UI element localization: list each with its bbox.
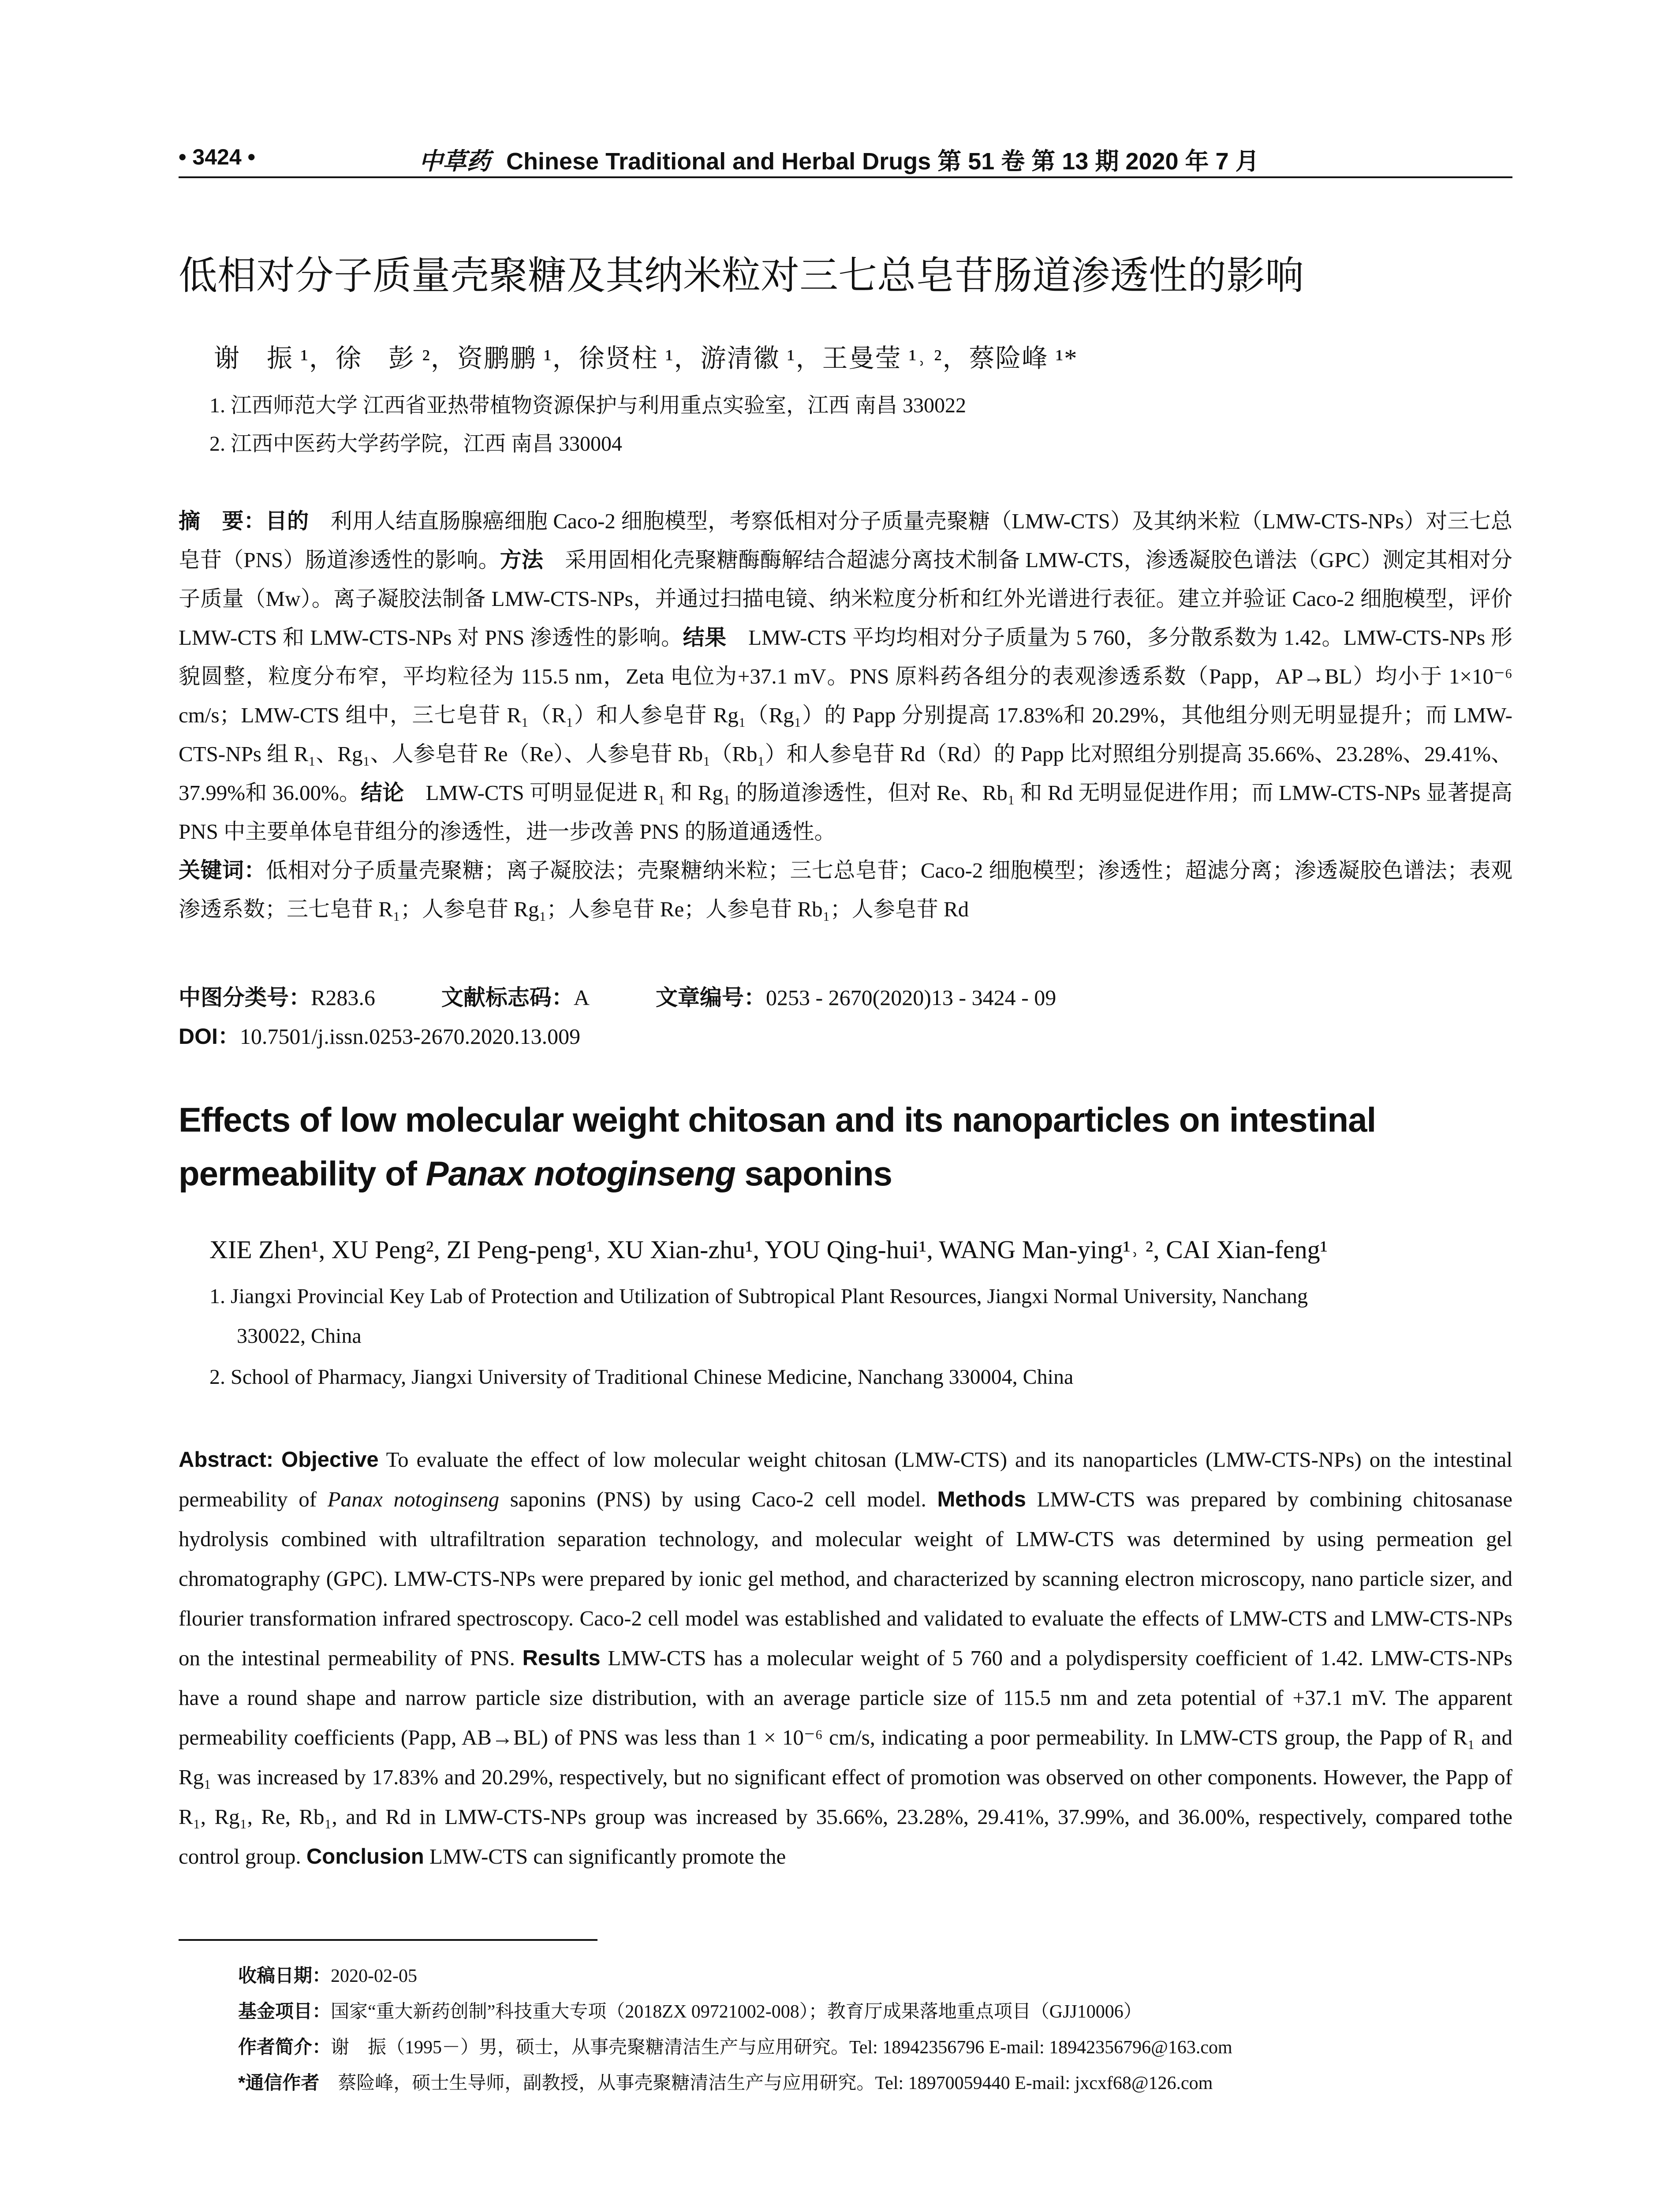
- fund-label: 基金项目：: [238, 2001, 331, 2022]
- article-no-value: 0253 - 2670(2020)13 - 3424 - 09: [765, 985, 1057, 1010]
- abstract-en-conclusion-label: Conclusion: [306, 1845, 424, 1869]
- abstract-en-objective-label: Objective: [281, 1448, 379, 1472]
- abstract-en-objective-b: saponins (PNS) by using Caco-2 cell model.: [499, 1487, 937, 1511]
- abstract-en-results-label: Results: [522, 1646, 601, 1670]
- author-value: 谢 振（1995－）男，硕士，从事壳聚糖清洁生产与应用研究。Tel: 18942356796 E-mail: 18942356796@163.com: [331, 2037, 1232, 2058]
- affiliation-en-1: [209, 1277, 1512, 1356]
- doc-code-label: 文献标志码：: [441, 985, 574, 1010]
- received-value: 2020-02-05: [331, 1966, 417, 1986]
- affiliation-cn-1: 1. 江西师范大学 江西省亚热带植物资源保护与利用重点实验室，江西 南昌 330022: [209, 394, 967, 417]
- journal-info: [419, 142, 1259, 176]
- page-number: • 3424 •: [179, 145, 256, 169]
- abstract-en-label: Abstract:: [179, 1448, 274, 1472]
- doc-code-value: A: [573, 985, 590, 1010]
- journal-logo: 中草药: [419, 148, 490, 175]
- footnote-fund: [238, 1994, 1232, 2029]
- abstract-en-conclusion: LMW-CTS can significantly promote the: [424, 1844, 786, 1869]
- footnote-received: [238, 1958, 1232, 1994]
- abstract-cn-label: 摘 要：: [179, 509, 265, 533]
- title-en-part2: saponins: [735, 1154, 892, 1193]
- abstract-cn-methods: 采用固相化壳聚糖酶酶解结合超滤分离技术制备 LMW-CTS，渗透凝胶色谱法（GPC）测定其相对分子质量（Mw）。离子凝胶法制备 LMW-CTS-NPs，并通过扫描电镜、纳米粒度分析和红外光谱进行表征。建立并验证 Caco-2 细胞模型，评价 LMW-CTS 和 LMW-CTS-NPs 对 PNS 渗透性的影响。: [179, 548, 1512, 650]
- abstract-cn-conclusion: LMW-CTS 可明显促进 R₁ 和 Rg₁ 的肠道渗透性，但对 Re、Rb₁ 和 Rd 无明显促进作用；而 LMW-CTS-NPs 显著提高 PNS 中主要单体皂苷组分的渗透性，进一步改善 PNS 的肠道通透性。: [179, 781, 1512, 844]
- doi-line: [179, 1019, 580, 1050]
- header-rule: [179, 176, 1512, 178]
- affiliation-cn-2: 2. 江西中医药大学药学院，江西 南昌 330004: [209, 432, 623, 456]
- abstract-en: [179, 1440, 1512, 1876]
- keywords-cn: 低相对分子质量壳聚糖；离子凝胶法；壳聚糖纳米粒；三七总皂苷；Caco-2 细胞模型；渗透性；超滤分离；渗透凝胶色谱法；表观渗透系数；三七皂苷 R₁；人参皂苷 Rg₁；人参皂苷 Re；人参皂苷 Rb₁；人参皂苷 Rd: [179, 858, 1512, 921]
- abstract-en-results: LMW-CTS has a molecular weight of 5 760 and a polydispersity coefficient of 1.42. LMW-CTS-NPs have a round shape and narrow particle size distribution, with an average particle size of 115.5 nm and zeta potential of +37.1 mV. The apparent permeability coefficients (Papp, AB→BL) of PNS was less than 1 × 10⁻⁶ cm/s, indicating a poor permeability. In LMW-CTS group, the Papp of R₁ and Rg₁ was increased by 17.83% and 20.29%, respectively, but no significant effect of promotion was observed on other components. However, the Papp of R₁, Rg₁, Re, Rb₁, and Rd in LMW-CTS-NPs group was increased by 35.66%, 23.28%, 29.41%, 37.99%, and 36.00%, respectively, compared tothe control group.: [179, 1646, 1512, 1869]
- affiliation-en-1-line2: 330022, China: [237, 1324, 362, 1348]
- received-label: 收稿日期：: [238, 1965, 331, 1986]
- affiliation-en-1-line1: 1. Jiangxi Provincial Key Lab of Protection and Utilization of Subtropical Plant Resources, Jiangxi Normal University, Nanchang: [209, 1285, 1308, 1308]
- abstract-en-objective-a: To evaluate the effect of low molecular weight chitosan (LMW-CTS) and its nanoparticles (LMW-CTS-NPs) on the intestinal permeability of: [179, 1447, 1513, 1511]
- keywords-cn-label: 关键词：: [179, 859, 266, 882]
- journal-issue: Chinese Traditional and Herbal Drugs 第 51 卷 第 13 期 2020 年 7 月: [506, 148, 1259, 175]
- title-en-species: Panax notoginseng: [426, 1154, 735, 1193]
- corresponding-value: 蔡险峰，硕士生导师，副教授，从事壳聚糖清洁生产与应用研究。Tel: 18970059440 E-mail: jxcxf68@126.com: [319, 2073, 1213, 2093]
- abstract-cn-conclusion-label: 结论: [361, 781, 404, 805]
- footnote-rule: [179, 1939, 597, 1941]
- running-header: [179, 135, 1512, 174]
- footnote-author: [238, 2029, 1232, 2065]
- doi-value: 10.7501/j.issn.0253-2670.2020.13.009: [239, 1024, 581, 1049]
- abstract-cn-objective-label: 目的: [265, 509, 309, 533]
- article-no-label: 文章编号：: [655, 985, 766, 1010]
- abstract-cn-results: LMW-CTS 平均均相对分子质量为 5 760，多分散系数为 1.42。LMW-CTS-NPs 形貌圆整，粒度分布窄，平均粒径为 115.5 nm，Zeta 电位为+37.1 mV。PNS 原料药各组分的表观渗透系数（Papp，AP→BL）均小于 1×10⁻⁶ cm/s；LMW-CTS 组中，三七皂苷 R₁（R₁）和人参皂苷 Rg₁（Rg₁）的 Papp 分别提高 17.83%和 20.29%，其他组分则无明显提升；而 LMW-CTS-NPs 组 R₁、Rg₁、人参皂苷 Re（Re）、人参皂苷 Rb₁（Rb₁）和人参皂苷 Rd（Rd）的 Papp 比对照组分别提高 35.66%、23.28%、29.41%、37.99%和 36.00%。: [179, 625, 1512, 805]
- abstract-en-methods: LMW-CTS was prepared by combining chitosanase hydrolysis combined with ultrafiltration separation technology, and molecular weight of LMW-CTS was determined by using permeation gel chromatography (GPC). LMW-CTS-NPs were prepared by ionic gel method, and characterized by scanning electron microscopy, nano particle sizer, and flourier transformation infrared spectroscopy. Caco-2 cell model was established and validated to evaluate the effects of LMW-CTS and LMW-CTS-NPs on the intestinal permeability of PNS.: [179, 1487, 1513, 1670]
- abstract-cn-methods-label: 方法: [500, 548, 543, 572]
- fund-value: 国家“重大新药创制”科技重大专项（2018ZX 09721002-008）；教育厅成果落地重点项目（GJJ10006）: [331, 2002, 1142, 2022]
- classification-line: [179, 980, 1056, 1012]
- abstract-en-methods-label: Methods: [937, 1487, 1026, 1511]
- author-label: 作者简介：: [238, 2037, 331, 2057]
- doi-label: DOI：: [179, 1024, 240, 1049]
- clc-label: 中图分类号：: [179, 985, 311, 1010]
- abstract-cn-results-label: 结果: [683, 626, 727, 650]
- corresponding-label: *通信作者: [238, 2072, 320, 2093]
- affiliation-en-2: 2. School of Pharmacy, Jiangxi University of Traditional Chinese Medicine, Nanchang 330004, China: [209, 1365, 1074, 1389]
- abstract-cn: [179, 502, 1512, 929]
- authors-en: XIE Zhen¹, XU Peng², ZI Peng-peng¹, XU Xian-zhu¹, YOU Qing-hui¹, WANG Man-ying¹˒ ², CAI Xian-feng¹: [209, 1235, 1328, 1264]
- abstract-cn-objective: 利用人结直肠腺癌细胞 Caco-2 细胞模型，考察低相对分子质量壳聚糖（LMW-CTS）及其纳米粒（LMW-CTS-NPs）对三七总皂苷（PNS）肠道渗透性的影响。: [179, 509, 1512, 572]
- authors-cn: 谢 振 ¹，徐 彭 ²，资鹏鹏 ¹，徐贤柱 ¹，游清徽 ¹，王曼莹 ¹˒ ²，蔡险峰 ¹*: [214, 344, 1078, 373]
- title-cn: 低相对分子质量壳聚糖及其纳米粒对三七总皂苷肠道渗透性的影响: [179, 255, 1304, 298]
- footnotes: [238, 1958, 1232, 2101]
- footnote-corresponding: [238, 2065, 1232, 2101]
- abstract-en-species: Panax notoginseng: [327, 1487, 500, 1511]
- title-en: [179, 1093, 1512, 1200]
- title-en-part1: Effects of low molecular weight chitosan and its nanoparticles on intestinal permeability of: [179, 1100, 1376, 1193]
- clc-value: R283.6: [311, 985, 375, 1010]
